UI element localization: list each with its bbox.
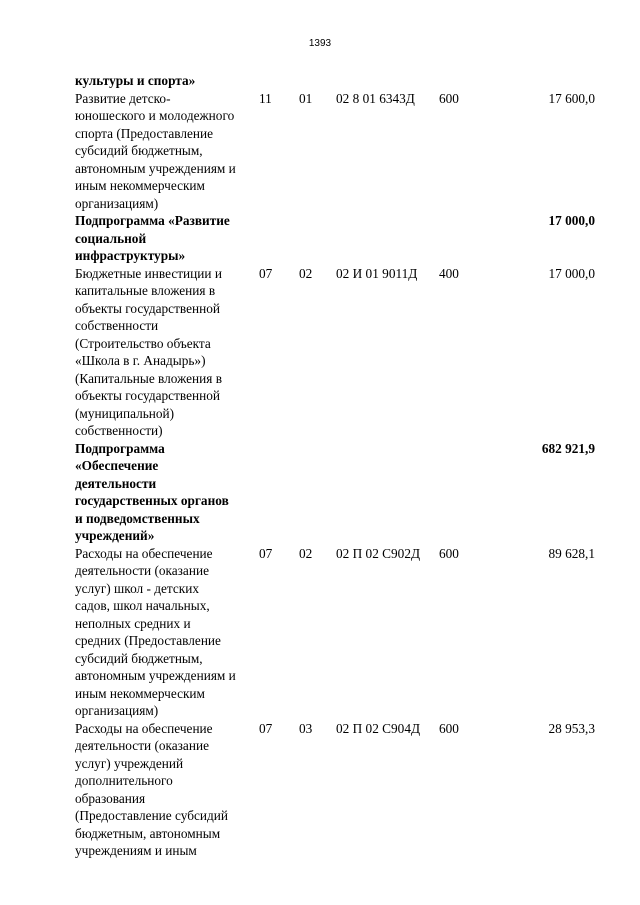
row-name-line: социальной xyxy=(75,230,147,246)
subsection-code: 01 xyxy=(299,90,313,106)
table-row xyxy=(0,545,640,720)
row-name-line: (Строительство объекта xyxy=(75,335,211,351)
row-name-line: учреждений» xyxy=(75,528,155,543)
amount-value: 17 600,0 xyxy=(548,90,595,106)
row-name-line: Расходы на обеспечение xyxy=(75,545,213,561)
expense-kind-code: 600 xyxy=(439,90,459,106)
row-name xyxy=(75,265,265,440)
expense-kind-code: 600 xyxy=(439,545,459,561)
amount-value: 28 953,3 xyxy=(548,720,595,736)
row-name-line: культуры и спорта» xyxy=(75,73,196,88)
table-row xyxy=(0,720,640,860)
target-article-code: 02 8 01 6343Д xyxy=(336,90,415,106)
target-article-code: 02 П 02 С904Д xyxy=(336,720,421,736)
row-name-line: автономным учреждениям и xyxy=(75,160,236,176)
row-name-line: Подпрограмма xyxy=(75,440,165,456)
row-name-line: организациям) xyxy=(75,195,159,211)
row-name-line: «Школа в г. Анадырь») xyxy=(75,353,206,368)
row-name-line: Подпрограмма «Развитие xyxy=(75,213,230,228)
row-name-line: инфраструктуры» xyxy=(75,248,186,263)
row-name-line: образования xyxy=(75,790,146,806)
budget-table xyxy=(0,72,640,860)
row-name-line: иным некоммерческим xyxy=(75,685,205,701)
row-name-line: организациям) xyxy=(75,703,159,718)
row-name xyxy=(75,440,265,545)
row-name-line: Развитие детско- xyxy=(75,90,171,106)
amount-value: 89 628,1 xyxy=(548,545,595,561)
row-name-line: Расходы на обеспечение xyxy=(75,720,213,736)
row-name-line: государственных органов xyxy=(75,493,229,508)
row-name-line: деятельности xyxy=(75,475,157,491)
row-name-line: (Предоставление субсидий xyxy=(75,808,229,823)
row-name-line: деятельности (оказание xyxy=(75,738,209,753)
expense-kind-code: 400 xyxy=(439,265,459,281)
section-code: 07 xyxy=(259,720,273,736)
row-name xyxy=(75,720,265,860)
row-name-line: услуг) учреждений xyxy=(75,755,184,771)
row-name-line: собственности) xyxy=(75,423,163,438)
target-article-code: 02 П 02 С902Д xyxy=(336,545,421,561)
row-name-line: и подведомственных xyxy=(75,510,200,526)
row-name-line: услуг) школ - детских xyxy=(75,580,200,596)
section-code: 07 xyxy=(259,545,273,561)
row-name-line: неполных средних и xyxy=(75,615,191,631)
amount-value: 17 000,0 xyxy=(548,265,595,281)
section-code: 07 xyxy=(259,265,273,281)
row-name-line: автономным учреждениям и xyxy=(75,668,236,683)
subsection-code: 03 xyxy=(299,720,313,736)
row-name-line: учреждениям и иным xyxy=(75,843,197,858)
row-name-line: объекты государственной xyxy=(75,300,220,316)
subsection-code: 02 xyxy=(299,265,313,281)
row-name xyxy=(75,90,265,213)
expense-kind-code: 600 xyxy=(439,720,459,736)
table-row xyxy=(0,72,640,90)
row-name-line: капитальные вложения в xyxy=(75,283,216,298)
amount-value: 682 921,9 xyxy=(541,440,595,456)
page-number: 1393 xyxy=(308,38,332,49)
row-name-line: собственности xyxy=(75,318,159,333)
row-name-line: объекты государственной xyxy=(75,388,220,403)
row-name-line: средних (Предоставление xyxy=(75,633,221,648)
row-name xyxy=(75,545,265,720)
row-name-line: дополнительного xyxy=(75,773,173,788)
row-name-line: деятельности (оказание xyxy=(75,563,209,578)
row-name xyxy=(75,72,265,90)
row-name-line: «Обеспечение xyxy=(75,458,159,473)
table-row xyxy=(0,265,640,440)
row-name-line: (муниципальной) xyxy=(75,405,175,421)
row-name-line: Бюджетные инвестиции и xyxy=(75,265,222,281)
row-name-line: бюджетным, автономным xyxy=(75,825,221,841)
amount-value: 17 000,0 xyxy=(548,213,595,228)
target-article-code: 02 И 01 9011Д xyxy=(336,265,418,281)
section-code: 11 xyxy=(259,90,272,106)
table-row xyxy=(0,440,640,545)
row-name-line: субсидий бюджетным, xyxy=(75,143,203,158)
table-row xyxy=(0,212,640,265)
row-name-line: юношеского и молодежного xyxy=(75,108,235,123)
row-name-line: (Капитальные вложения в xyxy=(75,370,222,386)
row-name xyxy=(75,212,265,265)
row-name-line: садов, школ начальных, xyxy=(75,598,210,613)
subsection-code: 02 xyxy=(299,545,313,561)
row-name-line: субсидий бюджетным, xyxy=(75,650,203,666)
row-name-line: иным некоммерческим xyxy=(75,178,205,193)
row-name-line: спорта (Предоставление xyxy=(75,125,214,141)
table-row xyxy=(0,90,640,213)
